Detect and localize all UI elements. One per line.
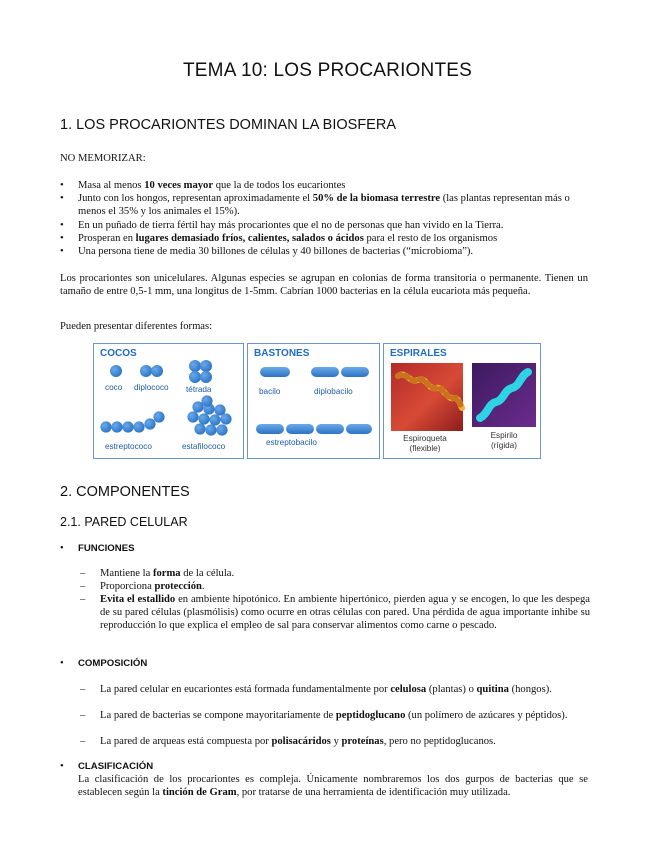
estreptococo-cell: [100, 421, 111, 432]
estreptococo-cell: [144, 418, 155, 429]
figure-panel-bastones: [247, 343, 380, 459]
panel-title-bastones: BASTONES: [254, 348, 310, 359]
label-espirilo: Espirilo: [490, 431, 518, 440]
figure-panel-cocos: [93, 343, 244, 459]
list-item: – Mantiene la forma de la célula.: [80, 568, 235, 579]
clasificacion-text: La clasificación de los procariontes es compleja. Únicamente nombraremos los dos gurpos de bacterias que se establecen según la tinción de Gram, por tratarse de una herramienta de identificación muy utilizada.: [78, 774, 588, 799]
label-estreptobacilo: estreptobacilo: [266, 438, 317, 447]
coco-cell: [110, 365, 122, 377]
label-tetrada: tétrada: [186, 385, 212, 394]
label-espirilo-note: (rígida): [491, 441, 517, 450]
label-estafilococo: estafilococo: [182, 442, 226, 451]
estreptobacilo-cell: [316, 424, 344, 434]
estafilococo-cell: [209, 414, 220, 425]
label-estreptococo: estreptococo: [105, 442, 152, 451]
clasificacion-heading: • CLASIFICACIÓN: [60, 761, 154, 772]
list-item: • Prosperan en lugares demasiado fríos, calientes, salados o ácidos para el resto de los organismos: [60, 233, 498, 244]
estafilococo-cell: [194, 423, 205, 434]
section-1-heading: 1. LOS PROCARIONTES DOMINAN LA BIOSFERA: [60, 117, 396, 133]
tetrada-cell: [200, 371, 212, 383]
tetrada-cell: [189, 360, 201, 372]
subsection-2-1-heading: 2.1. PARED CELULAR: [60, 515, 188, 529]
list-item: • Masa al menos 10 veces mayor que la de todos los eucariontes: [60, 180, 346, 191]
list-item: • En un puñado de tierra fértil hay más procariontes que el no de personas que han vivido en la Tierra.: [60, 220, 504, 231]
estreptococo-cell: [153, 411, 164, 422]
forms-intro: Pueden presentar diferentes formas:: [60, 321, 213, 332]
tetrada-cell: [200, 360, 212, 372]
label-bacilo: bacilo: [259, 387, 281, 396]
cocos-drawing: [94, 344, 243, 458]
diplococo-cell: [140, 365, 152, 377]
section-2-heading: 2. COMPONENTES: [60, 484, 190, 500]
diplococo-cell: [151, 365, 163, 377]
label-coco: coco: [105, 383, 123, 392]
list-item: – La pared celular en eucariontes está formada fundamentalmente por celulosa (plantas) o quitina (hongos).: [80, 684, 552, 695]
label-diplobacilo: diplobacilo: [314, 387, 353, 396]
panel-title-cocos: COCOS: [100, 348, 137, 359]
composicion-heading: • COMPOSICIÓN: [60, 658, 148, 669]
list-item: • Junto con los hongos, representan aproximadamente el 50% de la biomasa terrestre (las plantas representan más o menos el 35% y los animales el 15%).: [60, 193, 570, 218]
list-item: – La pared de bacterias se compone mayoritariamente de peptidoglucano (un polímero de azúcares y péptidos).: [80, 710, 568, 721]
diplobacilo-cell: [311, 367, 339, 377]
list-item: – Evita el estallido en ambiente hipotónico. En ambiente hipertónico, pierden agua y se encogen, lo que les despega de su pared células (plasmólisis) como ocurre en otras células con pared. Una pérdida de agua importante inhibe su reproducción lo que explica el empleo de sal para conservar alimentos como carne o pescado.: [80, 594, 590, 632]
page-title: TEMA 10: LOS PROCARIONTES: [182, 60, 473, 81]
label-espiroqueta-note: (flexible): [409, 444, 441, 453]
note-text: NO MEMORIZAR:: [60, 153, 146, 164]
estafilococo-cell: [198, 413, 209, 424]
estafilococo-cell: [187, 411, 198, 422]
estreptococo-cell: [122, 421, 133, 432]
estafilococo-cell: [216, 424, 227, 435]
estreptobacilo-cell: [346, 424, 372, 434]
list-item: • Una persona tiene de media 30 billones de células y 40 billones de bacterias (“microbioma”).: [60, 246, 474, 257]
bacilo-cell: [260, 367, 290, 377]
estreptococo-cell: [133, 421, 144, 432]
figure-panel-espirales: [383, 343, 541, 459]
funciones-heading: • FUNCIONES: [60, 543, 135, 554]
tetrada-cell: [189, 371, 201, 383]
list-item: – Proporciona protección.: [80, 581, 205, 592]
estafilococo-cell: [220, 413, 231, 424]
intro-paragraph: Los procariontes son unicelulares. Algunas especies se agrupan en colonias de forma transitoria o permanente. Tienen un tamaño de entre 0,5-1 mm, una longitus de 1-5mm. Cabrían 1000 bacterias en la célula eucariota más pequeña.: [60, 273, 588, 298]
estafilococo-cell: [205, 424, 216, 435]
diplobacilo-cell: [341, 367, 369, 377]
panel-title-espirales: ESPIRALES: [390, 348, 447, 359]
label-espiroqueta: Espiroqueta: [403, 434, 447, 443]
list-item: – La pared de arqueas está compuesta por polisacáridos y proteínas, pero no peptidoglucanos.: [80, 736, 496, 747]
estafilococo-cell: [201, 395, 212, 406]
label-diplococo: diplococo: [134, 383, 169, 392]
estreptobacilo-cell: [256, 424, 284, 434]
estreptococo-cell: [111, 421, 122, 432]
estreptobacilo-cell: [286, 424, 314, 434]
